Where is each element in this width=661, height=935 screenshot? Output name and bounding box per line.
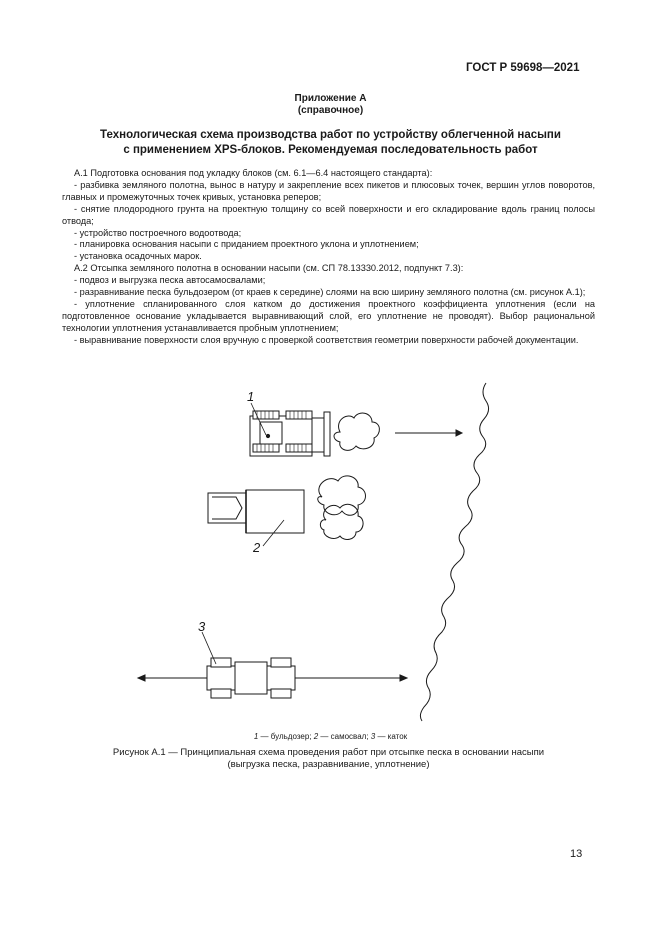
roller-body bbox=[235, 662, 267, 694]
construction-scheme-figure bbox=[0, 378, 661, 728]
paragraph: А.1 Подготовка основания под укладку блоков (см. 6.1—6.4 настоящего стандарта): bbox=[74, 168, 433, 178]
appendix-subtitle: (справочное) bbox=[297, 105, 364, 116]
roller-drawing bbox=[207, 658, 295, 698]
arrowhead-right bbox=[456, 430, 462, 436]
arrowhead-left bbox=[138, 675, 145, 681]
list-item: - разбивка земляного полотна, вынос в натуру и закрепление всех пикетов и плюсовых точек, вершин углов поворотов, главных и промежуточных точек кривых, установка реперов; bbox=[62, 179, 595, 202]
bulldozer-cab-mark bbox=[266, 434, 269, 437]
sand-pile-2 bbox=[318, 476, 366, 515]
list-item: - уплотнение спланированного слоя катком до достижения проектного коэффициента уплотнения (если на подготовленное основание укладывается выравнивающий слой, его уплотнение не проводят). Выбор рациональной технологии уплотнения устанавливается пробным уплотнением; bbox=[62, 298, 595, 333]
list-item: - выравнивание поверхности слоя вручную с проверкой соответствия геометрии поверхности рабочей документации. bbox=[74, 334, 579, 345]
appendix-heading bbox=[0, 93, 661, 117]
legend-text-3: — каток bbox=[375, 732, 408, 741]
page-number: 13 bbox=[570, 848, 583, 860]
paragraph: А.2 Отсыпка земляного полотна в основании насыпи (см. СП 78.13330.2012, подпункт 7.3): bbox=[74, 263, 464, 274]
callout-1: 1 bbox=[247, 389, 255, 404]
section-heading-line-1: Технологическая схема производства работ по устройству облегченной насыпи bbox=[100, 129, 561, 141]
callout-2: 2 bbox=[253, 540, 261, 555]
roller-rear-top bbox=[271, 658, 291, 667]
legend-number-2: 2 bbox=[313, 732, 319, 741]
roller-front-drum bbox=[207, 666, 235, 690]
dump-truck-bed bbox=[246, 490, 304, 533]
figure-caption-line-1: Рисунок А.1 — Принципиальная схема проведения работ при отсыпке песка в основании насыпи bbox=[112, 747, 545, 758]
roller-rear-drum bbox=[267, 666, 295, 690]
legend-text-1: — бульдозер; bbox=[258, 732, 314, 741]
body-text bbox=[62, 168, 595, 347]
bulldozer-drawing bbox=[250, 411, 330, 456]
list-item: - установка осадочных марок. bbox=[74, 251, 202, 262]
appendix-title: Приложение А bbox=[294, 93, 367, 104]
callout-3: 3 bbox=[198, 619, 206, 634]
bulldozer-cab bbox=[260, 422, 282, 444]
standard-number: ГОСТ Р 59698—2021 bbox=[466, 62, 580, 74]
legend-text-2: — самосвал; bbox=[318, 732, 371, 741]
list-item: - планировка основания насыпи с приданием проектного уклона и уплотнением; bbox=[74, 239, 419, 250]
list-item: - подвоз и выгрузка песка автосамосвалами; bbox=[74, 275, 266, 286]
roller-front-bottom bbox=[211, 689, 231, 698]
figure-caption-line-2: (выгрузка песка, разравнивание, уплотнение) bbox=[227, 759, 430, 770]
roller-rear-bottom bbox=[271, 689, 291, 698]
embankment-edge-line bbox=[420, 383, 488, 721]
sand-pile-3 bbox=[320, 504, 363, 539]
bulldozer-blade bbox=[324, 412, 330, 456]
legend-number-3: 3 bbox=[370, 732, 376, 741]
section-heading bbox=[0, 128, 661, 158]
bulldozer-blade-arm bbox=[312, 418, 324, 452]
sand-pile-1 bbox=[334, 413, 379, 450]
arrowhead-right-2 bbox=[400, 675, 407, 681]
figure-caption bbox=[62, 747, 595, 771]
leader-line-3 bbox=[202, 632, 216, 664]
legend-number-1: 1 bbox=[253, 732, 259, 741]
dump-truck-drawing bbox=[208, 490, 304, 533]
list-item: - снятие плодородного грунта на проектную толщину со всей поверхности и его складирование вдоль границ полосы отвода; bbox=[62, 203, 595, 226]
figure-legend bbox=[0, 732, 661, 741]
list-item: - разравнивание песка бульдозером (от краев к середине) слоями на всю ширину земляного полотна (см. рисунок А.1); bbox=[74, 287, 586, 298]
section-heading-line-2: с применением XPS-блоков. Рекомендуемая последовательность работ bbox=[123, 144, 538, 156]
list-item: - устройство построечного водоотвода; bbox=[74, 227, 242, 238]
